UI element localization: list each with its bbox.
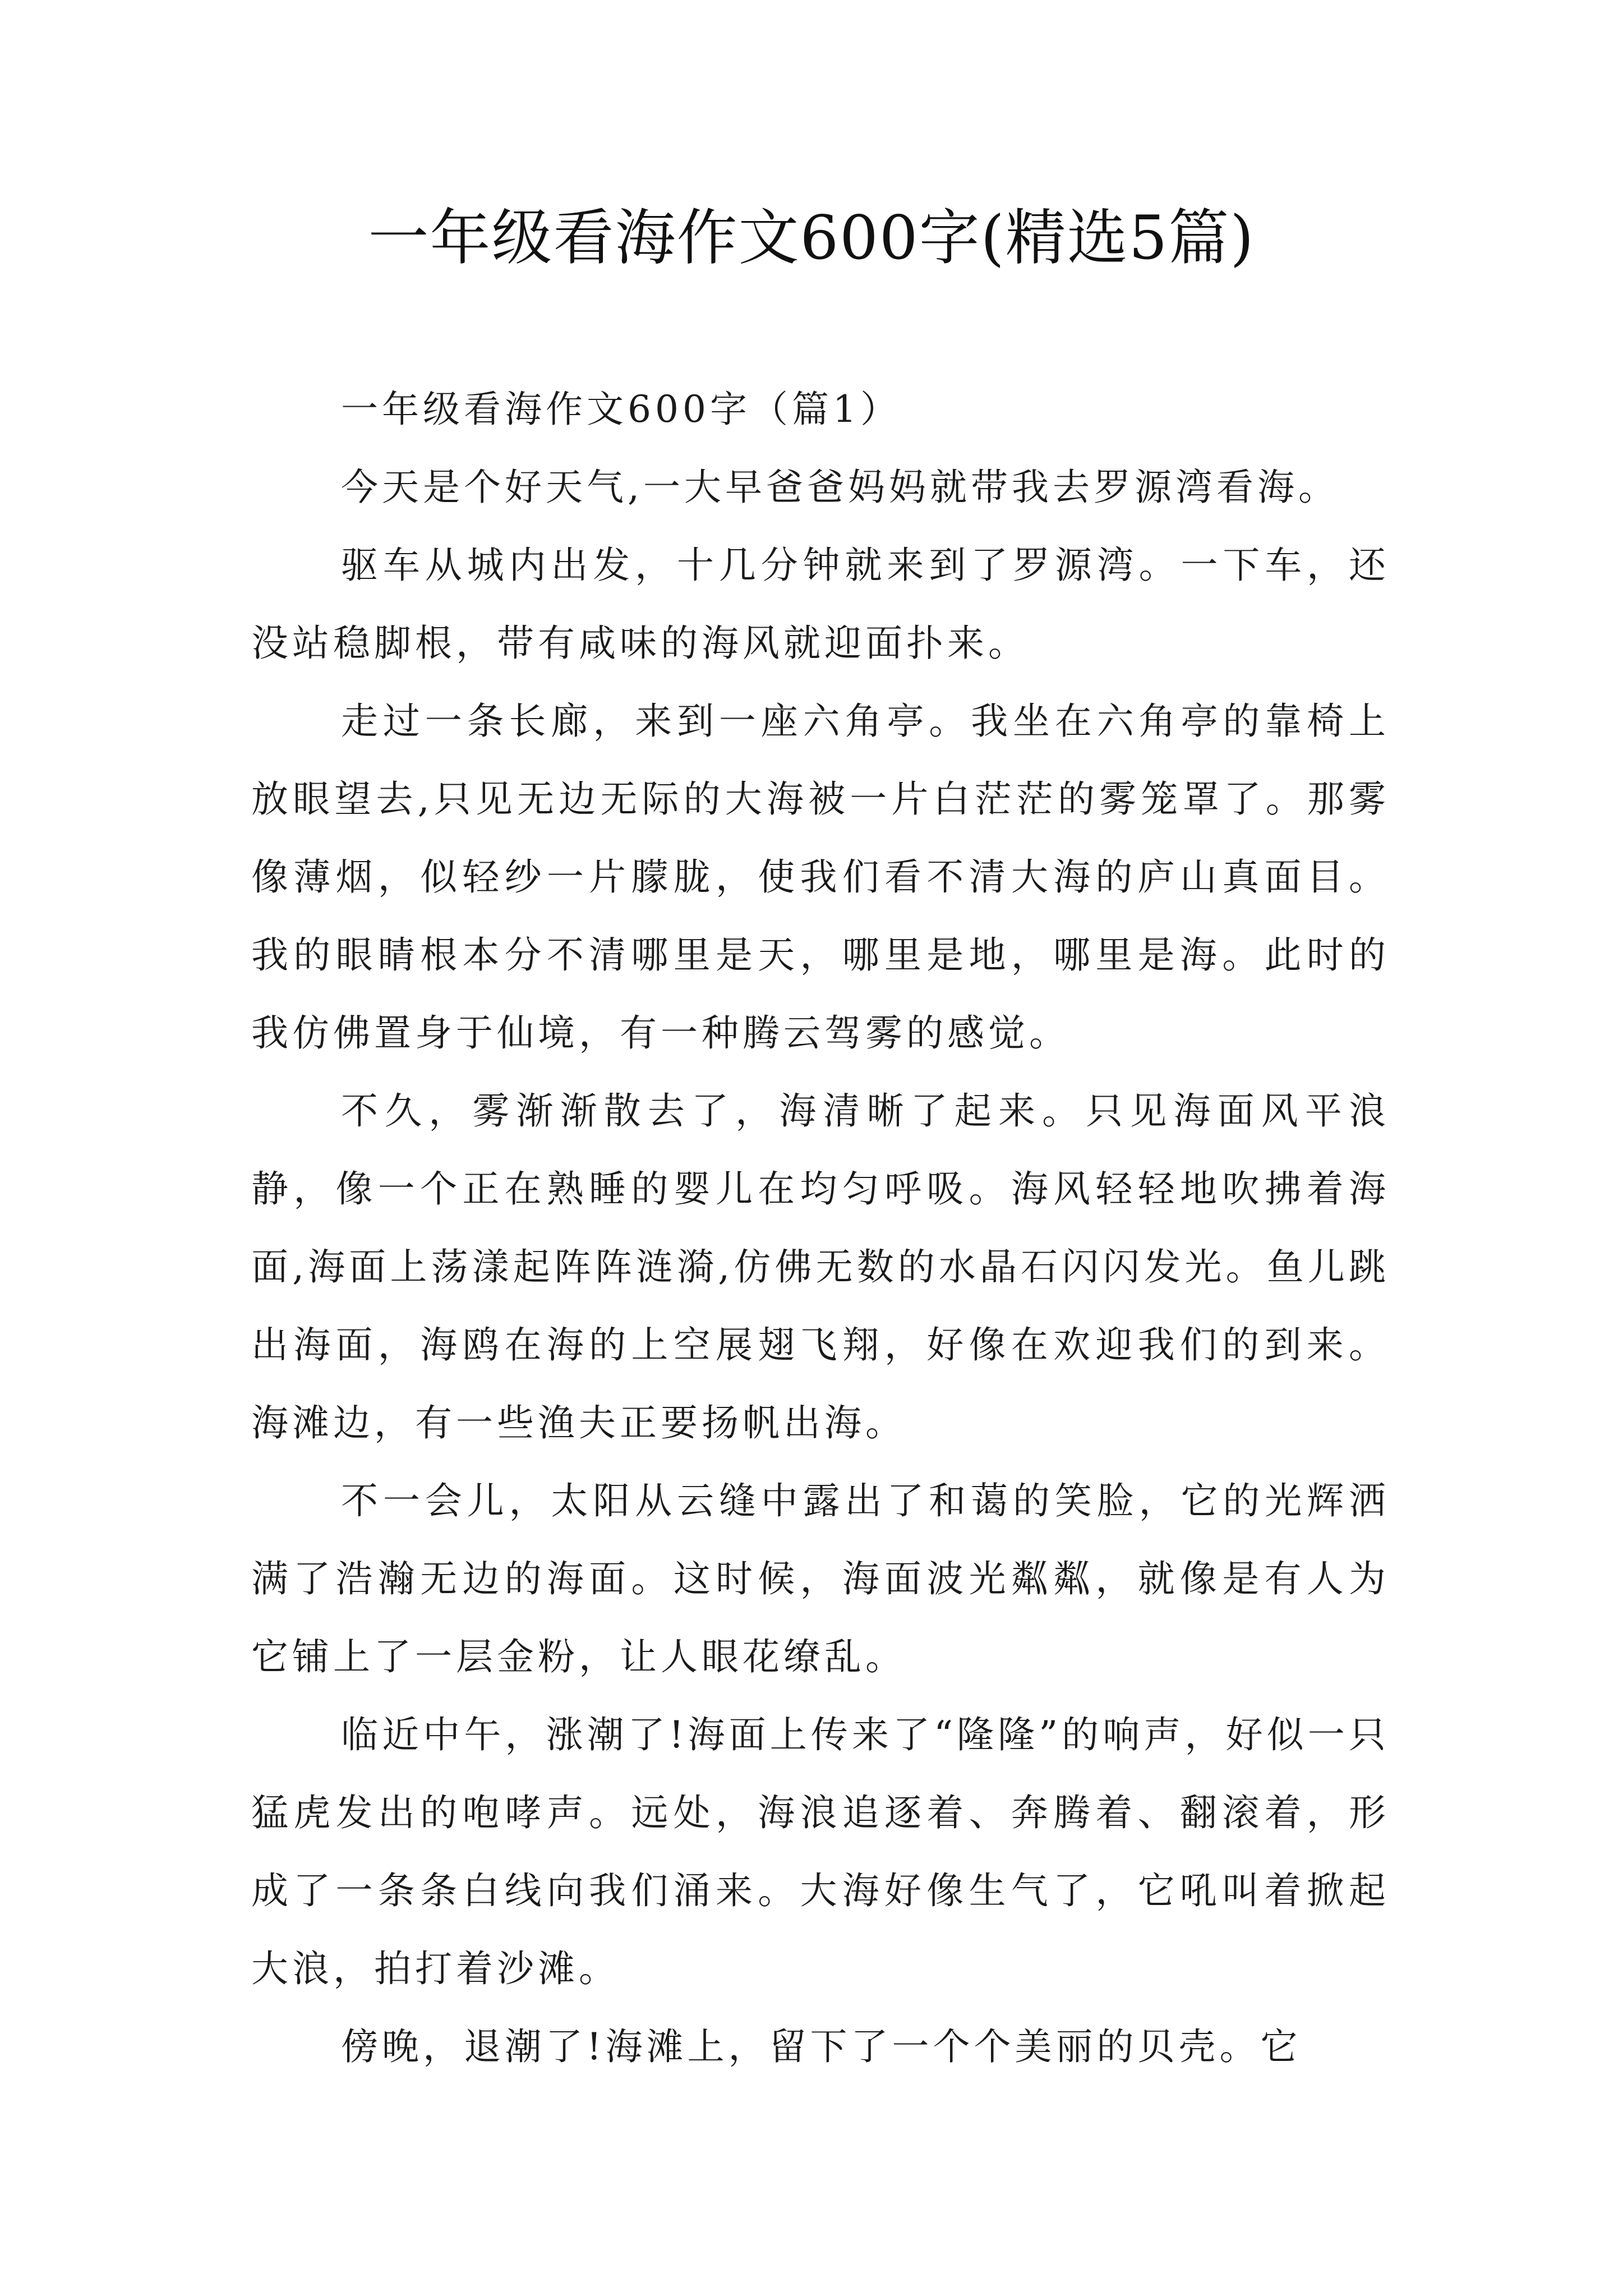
document-body bbox=[251, 370, 1390, 2086]
paragraph: 傍晚，退潮了!海滩上，留下了一个个美丽的贝壳。它 bbox=[341, 2025, 1302, 2068]
section-heading: 一年级看海作文600字（篇1） bbox=[341, 388, 901, 431]
paragraph: 不一会儿，太阳从云缝中露出了和蔼的笑脸，它的光辉洒满了浩瀚无边的海面。这时候，海面波光粼粼，就像是有人为它铺上了一层金粉，让人眼花缭乱。 bbox=[251, 1479, 1390, 1678]
paragraph: 走过一条长廊，来到一座六角亭。我坐在六角亭的靠椅上放眼望去,只见无边无际的大海被一片白茫茫的雾笼罩了。那雾像薄烟，似轻纱一片朦胧，使我们看不清大海的庐山真面目。我的眼睛根本分不清哪里是天，哪里是地，哪里是海。此时的我仿佛置身于仙境，有一种腾云驾雾的感觉。 bbox=[251, 700, 1390, 1055]
paragraph: 今天是个好天气,一大早爸爸妈妈就带我去罗源湾看海。 bbox=[341, 466, 1339, 509]
paragraph: 驱车从城内出发，十几分钟就来到了罗源湾。一下车，还没站稳脚根，带有咸味的海风就迎面扑来。 bbox=[251, 544, 1390, 665]
paragraph: 临近中午，涨潮了!海面上传来了“隆隆”的响声，好似一只猛虎发出的咆哮声。远处，海浪追逐着、奔腾着、翻滚着，形成了一条条白线向我们涌来。大海好像生气了，它吼叫着掀起大浪，拍打着沙滩。 bbox=[251, 1713, 1390, 1990]
paragraph: 不久，雾渐渐散去了，海清晰了起来。只见海面风平浪静，像一个正在熟睡的婴儿在均匀呼吸。海风轻轻地吹拂着海面,海面上荡漾起阵阵涟漪,仿佛无数的水晶石闪闪发光。鱼儿跳出海面，海鸥在海的上空展翅飞翔，好像在欢迎我们的到来。海滩边，有一些渔夫正要扬帆出海。 bbox=[251, 1089, 1390, 1444]
document-title: 一年级看海作文600字(精选5篇) bbox=[368, 203, 1255, 273]
